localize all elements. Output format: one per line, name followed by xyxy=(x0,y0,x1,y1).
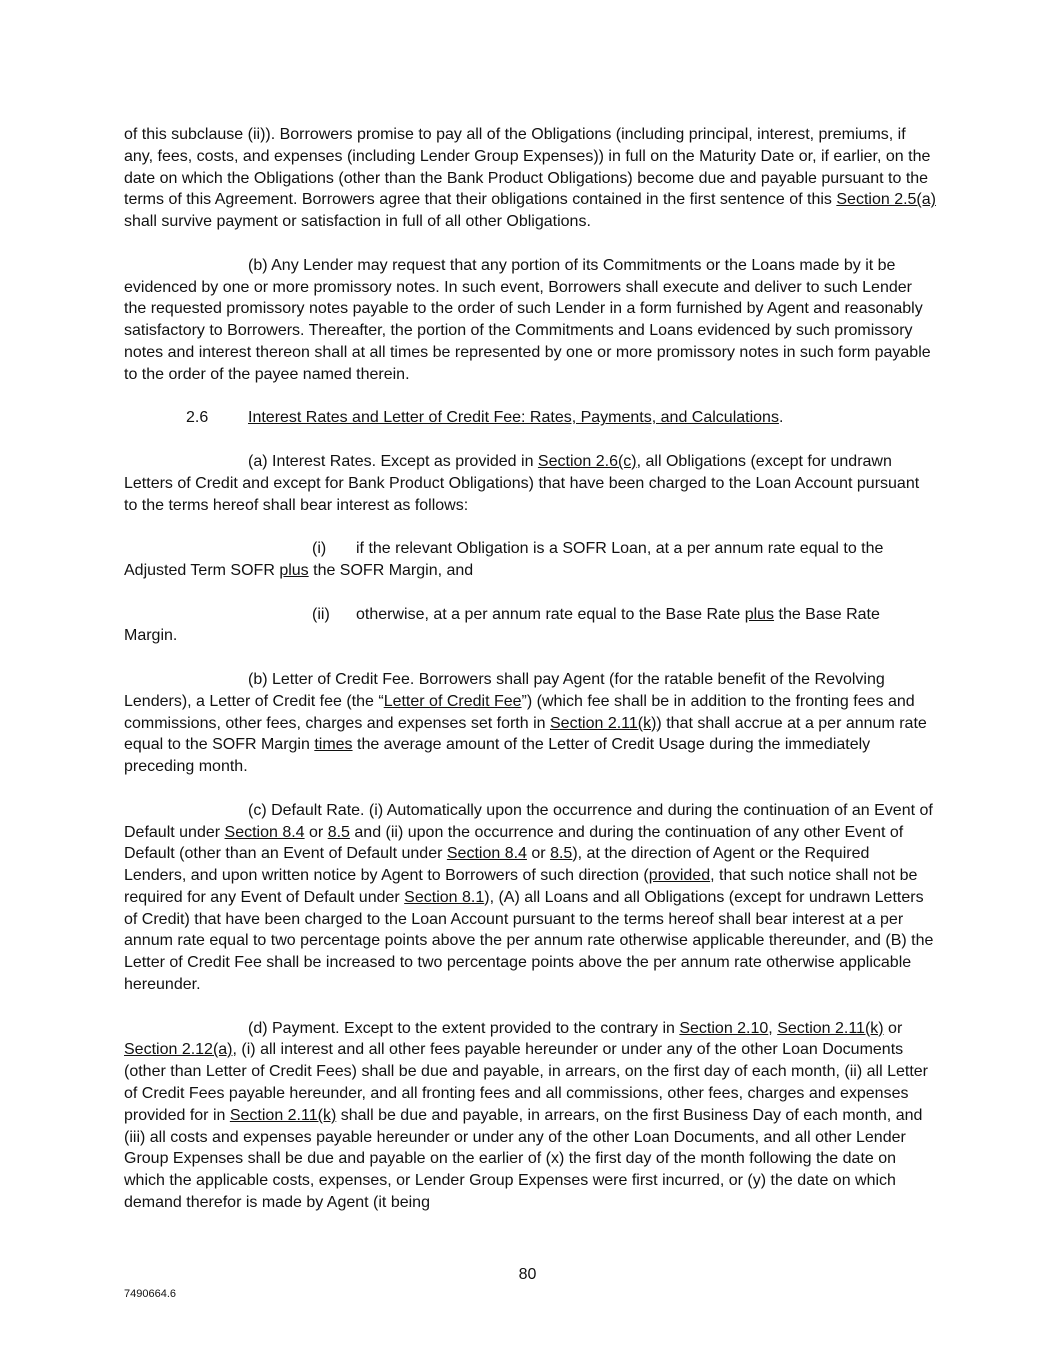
text: ) that shall accrue at a per annum rate equal to the SOFR Margin xyxy=(124,714,927,754)
text: ), at the direction of Agent or the Required Lenders, and upon written notice by Agent to Borrowers of such direction ( xyxy=(124,845,870,885)
text: , xyxy=(768,1019,778,1037)
defined-term: Letter of Credit Fee xyxy=(383,692,522,710)
emphasis: times xyxy=(314,736,353,754)
page-number: 80 xyxy=(518,1266,537,1283)
text: the SOFR Margin, and xyxy=(308,561,474,579)
text: (c) Default Rate. (i) Automatically upon the occurrence and during the continuation of an Event of Default under xyxy=(124,801,933,841)
emphasis: provided xyxy=(648,867,711,885)
text: and (ii) upon the occurrence and during the continuation of any other Event of Default (other than an Event of Default under xyxy=(124,823,904,863)
emphasis: plus xyxy=(279,561,309,579)
section-heading xyxy=(186,407,936,429)
text: shall be due and payable, in arrears, on the first Business Day of each month, and (iii) all costs and expenses payable hereunder or under any of the other Loan Documents, and all other Lender Group Expenses shall be due and payable on the earlier of (x) the first day of the month following the date on which the applicable costs, expenses, or Lender Group Expenses were first incurred, or (y) the date on which demand therefor is made by Agent (it being xyxy=(124,1106,923,1212)
clause-number: (ii) xyxy=(312,605,330,623)
text: or xyxy=(304,823,328,841)
paragraph-interest-rates xyxy=(124,451,936,516)
paragraph-promissory-notes xyxy=(124,255,936,386)
section-reference: 8.5 xyxy=(327,823,350,841)
text: otherwise, at a per annum rate equal to the Base Rate xyxy=(356,605,745,623)
text: of this subclause (ii)). Borrowers promise to pay all of the Obligations (including principal, interest, premiums, if any, fees, costs, and expenses (including Lender Group Expenses)) in full on the Maturity Date or, if earlier, on the date on which the Obligations (other than the Bank Product Obligations) become due and payable pursuant to the terms of this Agreement. Borrowers agree that their obligations contained in the first sentence of this xyxy=(124,126,931,209)
text: (a) Interest Rates. Except as provided in xyxy=(248,452,538,470)
section-number: 2.6 xyxy=(186,409,209,427)
text: if the relevant Obligation is a SOFR Loan, at a per annum rate equal to the Adjusted Term SOFR xyxy=(124,540,884,579)
section-reference: Section 2.12(a) xyxy=(124,1041,233,1059)
document-id: 7490664.6 xyxy=(124,1288,176,1300)
section-title: Interest Rates and Letter of Credit Fee: Rates, Payments, and Calculations xyxy=(248,409,779,427)
section-reference: Section 2.11(k) xyxy=(777,1019,884,1037)
paragraph-payment xyxy=(124,1018,936,1214)
text: or xyxy=(526,845,551,863)
paragraph-default-rate xyxy=(124,800,936,996)
text: or xyxy=(883,1019,903,1037)
section-reference: Section 8.4 xyxy=(224,823,305,841)
text: , that such notice shall not be required for any Event of Default under xyxy=(124,867,918,906)
text: ), (A) all Loans and all Obligations (except for undrawn Letters of Credit) that have been charged to the Loan Account pursuant to the terms hereof shall bear interest at a per annum rate equal to two percentage points above the per annum rate otherwise applicable thereunder, and (B) the Letter of Credit Fee shall be increased to two percentage points above the per annum rate otherwise applicable hereunder. xyxy=(124,888,934,994)
paragraph-letter-of-credit-fee xyxy=(124,669,936,778)
text: (b) Any Lender may request that any portion of its Commitments or the Loans made by it be evidenced by one or more promissory notes. In such event, Borrowers shall execute and deliver to such Lender the requested promissory notes payable to the order of such Lender in a form furnished by Agent and reasonably satisfactory to Borrowers. Thereafter, the portion of the Commitments and Loans evidenced by such promissory notes and interest thereon shall at all times be represented by one or more promissory notes in such form payable to the order of the payee named therein. xyxy=(124,256,931,383)
section-reference: Section 2.11(k) xyxy=(550,714,657,732)
section-reference: 8.5 xyxy=(550,845,573,863)
clause-i xyxy=(124,538,936,582)
section-reference: Section 2.5(a) xyxy=(836,191,936,209)
section-reference: Section 2.6(c) xyxy=(537,452,637,470)
text: the Base Rate Margin. xyxy=(124,605,880,645)
document-body xyxy=(124,124,936,1236)
section-reference: Section 8.1 xyxy=(404,888,485,906)
text: (d) Payment. Except to the extent provided to the contrary in xyxy=(248,1019,680,1037)
paragraph-continuation xyxy=(124,124,936,233)
text: , (i) all interest and all other fees payable hereunder or under any of the other Loan Documents (other than Letter of Credit Fees) shall be due and payable, in arrears, on the first day of each month, (ii) all Letter of Credit Fees payable hereunder, and all fronting fees and all commissions, other fees, charges and expenses provided for in xyxy=(124,1041,928,1124)
text: ”) (which fee shall be in addition to the fronting fees and commissions, other fees, charges and expenses set forth in xyxy=(124,692,915,732)
text: , all Obligations (except for undrawn Letters of Credit and except for Bank Product Obligations) that have been charged to the Loan Account pursuant to the terms hereof shall bear interest as follows: xyxy=(124,452,920,514)
text: . xyxy=(778,409,784,427)
section-reference: Section 2.10 xyxy=(679,1019,769,1037)
clause-number: (i) xyxy=(312,540,327,558)
text: shall survive payment or satisfaction in full of all other Obligations. xyxy=(124,213,591,231)
emphasis: plus xyxy=(744,605,775,623)
text: the average amount of the Letter of Credit Usage during the immediately preceding month. xyxy=(124,736,871,776)
section-reference: Section 8.4 xyxy=(446,845,527,863)
text: (b) Letter of Credit Fee. Borrowers shall pay Agent (for the ratable benefit of the Revolving Lenders), a Letter of Credit fee (the “ xyxy=(124,670,885,710)
section-reference: Section 2.11(k) xyxy=(229,1106,337,1124)
clause-ii xyxy=(124,604,936,648)
